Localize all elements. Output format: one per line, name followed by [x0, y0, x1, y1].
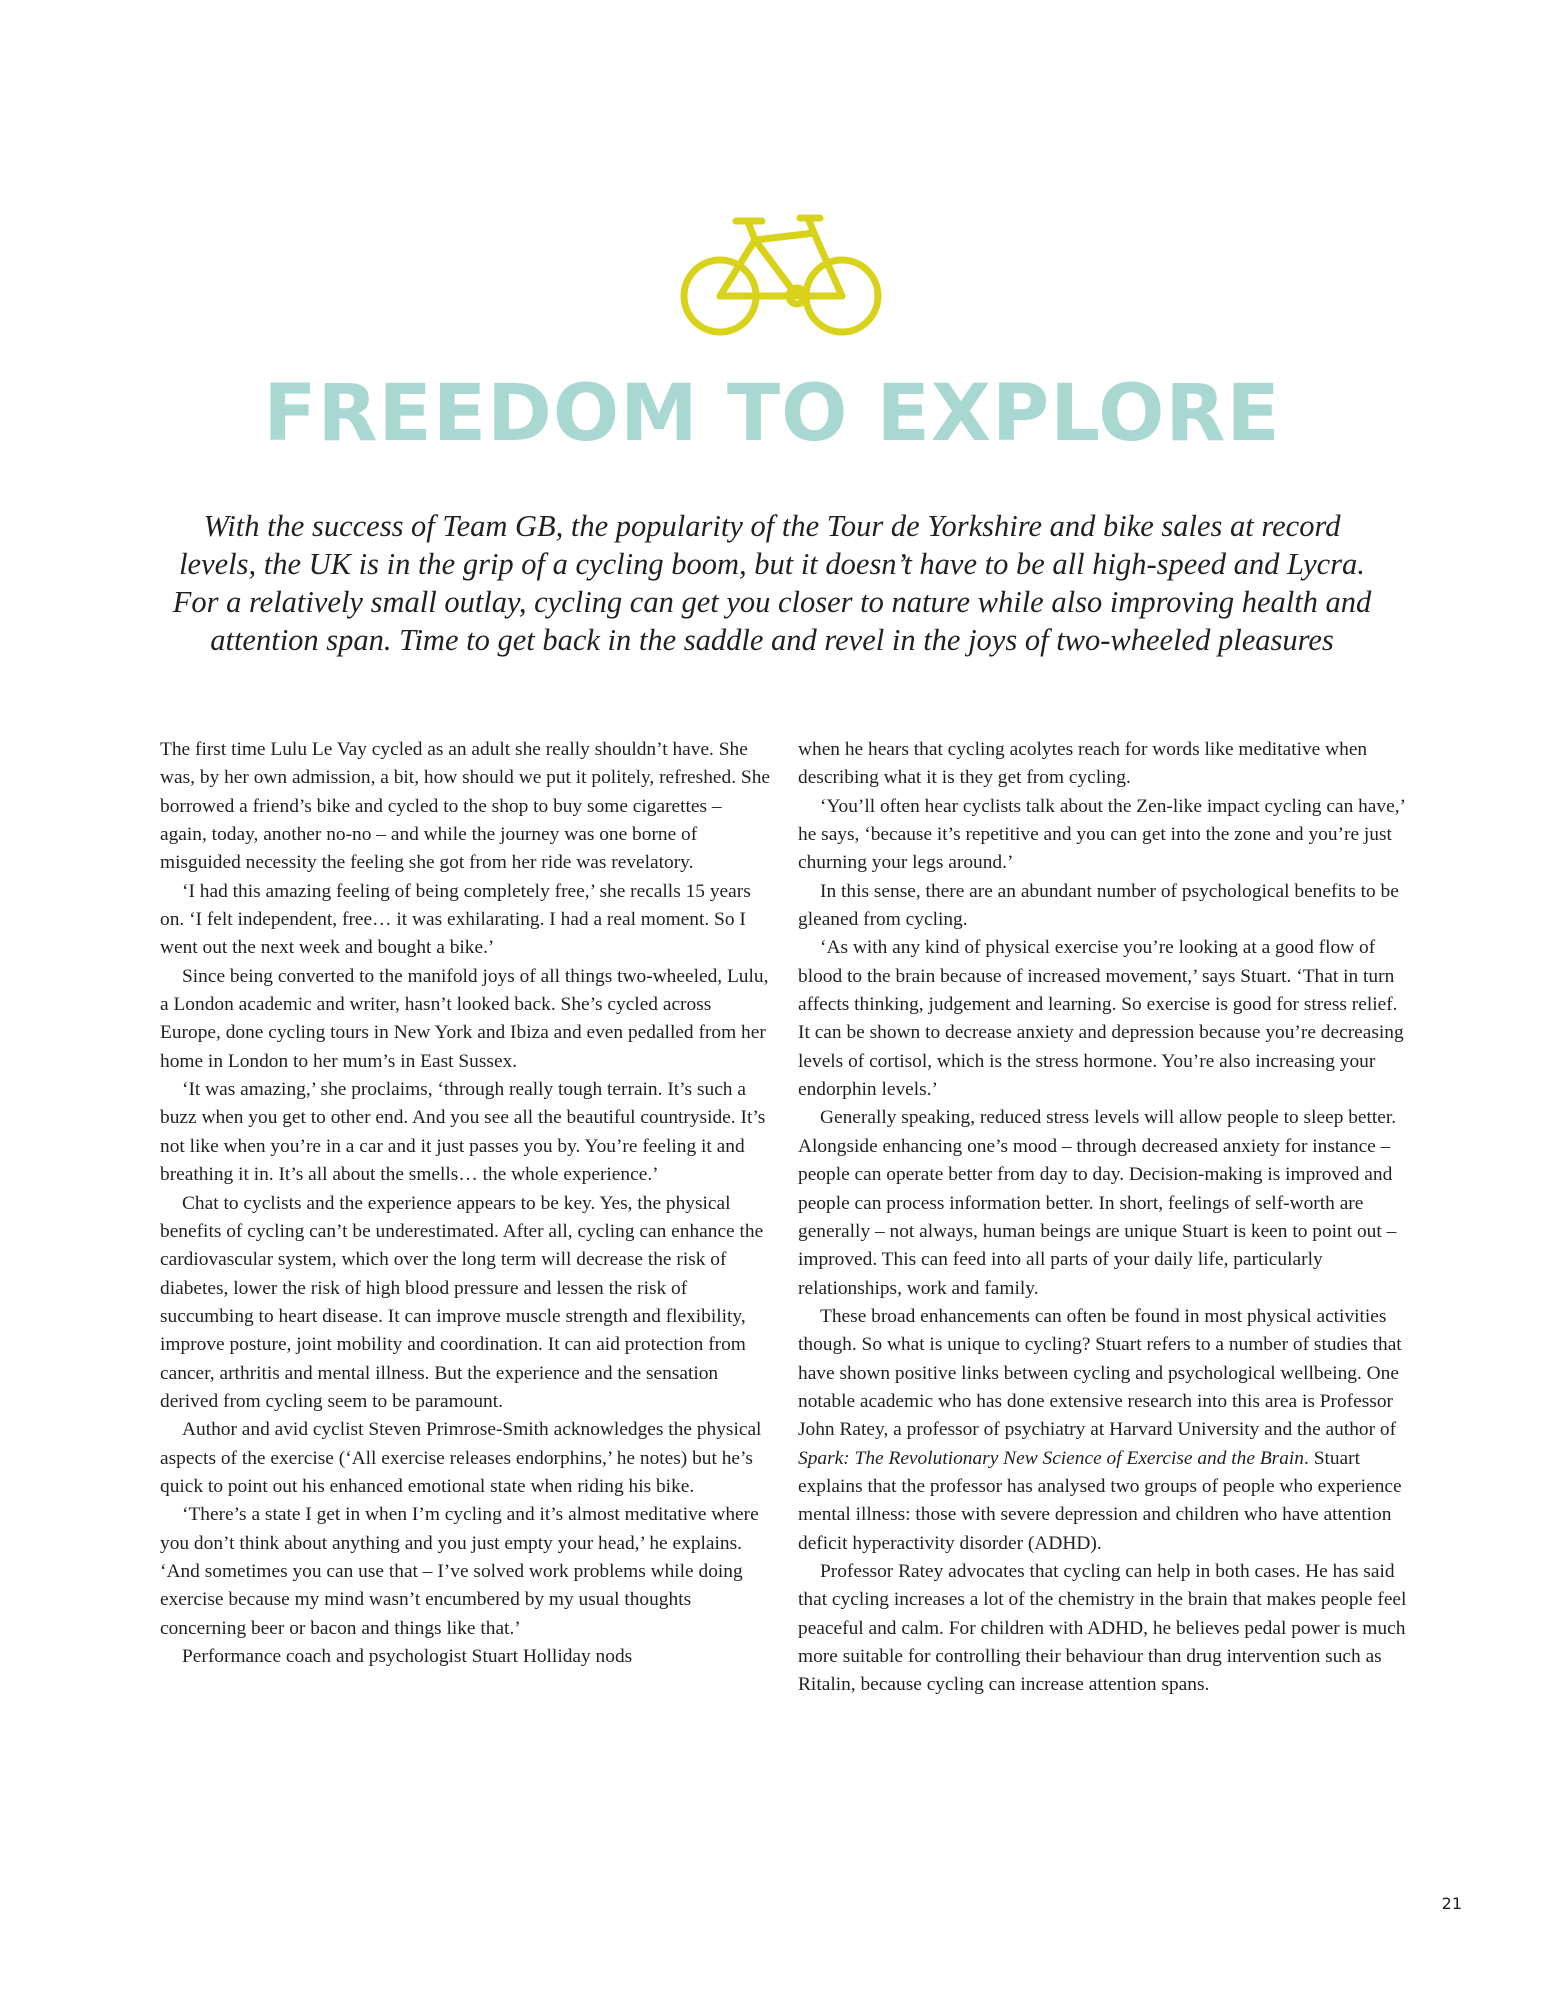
body-paragraph: ‘There’s a state I get in when I’m cycling and it’s almost meditative where you don’t think about anything and you just empty your head,’ he explains. ‘And sometimes you can use that – I’ve solved work problems while doing exercise because my mind wasn’t encumbered by my usual thoughts concerning beer or bacon and things like that.’	[160, 1504, 759, 1639]
body-paragraph: when he hears that cycling acolytes reach for words like meditative when describing what it is they get from cycling.	[798, 739, 1368, 789]
body-paragraph: ‘It was amazing,’ she proclaims, ‘through really tough terrain. It’s such a buzz when you get to other end. And you see all the beautiful countryside. It’s not like when you’re in a car and it just passes you by. You’re feeling it and breathing it in. It’s all about the smells… the whole experience.’	[160, 1079, 766, 1186]
body-column-right	[798, 736, 1408, 1700]
body-paragraph: ‘I had this amazing feeling of being completely free,’ she recalls 15 years on. ‘I felt independent, free… it was exhilarating. I had a real moment. So I went out the next week and bought a bike.’	[160, 880, 751, 959]
page-number: 21	[1441, 1894, 1462, 1913]
body-paragraph: Generally speaking, reduced stress levels will allow people to sleep better. Alongside enhancing one’s mood – through decreased anxiety for instance – people can operate better from day to day. Decision-making is improved and people can process information better. In short, feelings of self-worth are generally – not always, human beings are unique Stuart is keen to point out – improved. This can feed into all parts of your daily life, particularly relationships, work and family.	[798, 1107, 1397, 1299]
body-paragraph: Professor Ratey advocates that cycling can help in both cases. He has said that cycling increases a lot of the chemistry in the brain that makes people feel peaceful and calm. For children with ADHD, he believes pedal power is much more suitable for controlling their behaviour than drug intervention such as Ritalin, because cycling can increase attention spans.	[798, 1560, 1407, 1696]
article-title: FREEDOM TO EXPLORE	[263, 369, 1281, 459]
body-text: . Stuart explains that the professor has analysed two groups of people who experience mental illness: those with severe depression and children who have attention deficit hyperactivity disorder (ADHD).	[798, 1447, 1402, 1554]
body-text: These broad enhancements can often be found in most physical activities though. So what is unique to cycling? Stuart refers to a number of studies that have shown positive links between cycling and psychological wellbeing. One notable academic who has done extensive research into this area is Professor John Ratey, a professor of psychiatry at Harvard University and the author of	[798, 1305, 1402, 1441]
book-title: Spark: The Revolutionary New Science of Exercise and the Brain	[798, 1447, 1304, 1469]
body-paragraph: In this sense, there are an abundant number of psychological benefits to be gleaned from cycling.	[798, 880, 1399, 931]
body-paragraph: Author and avid cyclist Steven Primrose-Smith acknowledges the physical aspects of the exercise (‘All exercise releases endorphins,’ he notes) but he’s quick to point out his enhanced emotional state when riding his bike.	[160, 1419, 762, 1497]
body-paragraph: The first time Lulu Le Vay cycled as an adult she really shouldn’t have. She was, by her own admission, a bit, how should we put it politely, refreshed. She borrowed a friend’s bike and cycled to the shop to buy some cigarettes – again, today, another no-no – and while the journey was one borne of misguided necessity the feeling she got from her ride was revelatory.	[160, 739, 770, 874]
body-paragraph: ‘You’ll often hear cyclists talk about the Zen-like impact cycling can have,’ he says, ‘because it’s repetitive and you can get into the zone and you’re just churning your legs around.’	[798, 795, 1405, 874]
article-standfirst: With the success of Team GB, the popularity of the Tour de Yorkshire and bike sales at record levels, the UK is in the grip of a cycling boom, but it doesn’t have to be all high-speed and Lycra. For a relatively small outlay, cycling can get you closer to nature while also improving health and attention span. Time to get back in the saddle and revel in the joys of two-wheeled pleasures	[172, 509, 1372, 657]
body-column-left	[160, 736, 770, 1671]
body-paragraph	[798, 1303, 1408, 1558]
body-paragraph: ‘As with any kind of physical exercise you’re looking at a good flow of blood to the brain because of increased movement,’ says Stuart. ‘That in turn affects thinking, judgement and learning. So exercise is good for stress relief. It can be shown to decrease anxiety and depression because you’re decreasing levels of cortisol, which is the stress hormone. You’re also increasing your endorphin levels.’	[798, 937, 1404, 1101]
body-paragraph: Performance coach and psychologist Stuart Holliday nods	[182, 1646, 633, 1667]
body-paragraph: Since being converted to the manifold joys of all things two-wheeled, Lulu, a London academic and writer, hasn’t looked back. She’s cycled across Europe, done cycling tours in New York and Ibiza and even pedalled from her home in London to her mum’s in East Sussex.	[160, 965, 769, 1072]
bicycle-icon	[678, 212, 884, 338]
body-paragraph: Chat to cyclists and the experience appears to be key. Yes, the physical benefits of cycling can’t be underestimated. After all, cycling can enhance the cardiovascular system, which over the long term will decrease the risk of diabetes, lower the risk of high blood pressure and lessen the risk of succumbing to heart disease. It can improve muscle strength and flexibility, improve posture, joint mobility and coordination. It can aid protection from cancer, arthritis and mental illness. But the experience and the sensation derived from cycling seem to be paramount.	[160, 1192, 764, 1412]
